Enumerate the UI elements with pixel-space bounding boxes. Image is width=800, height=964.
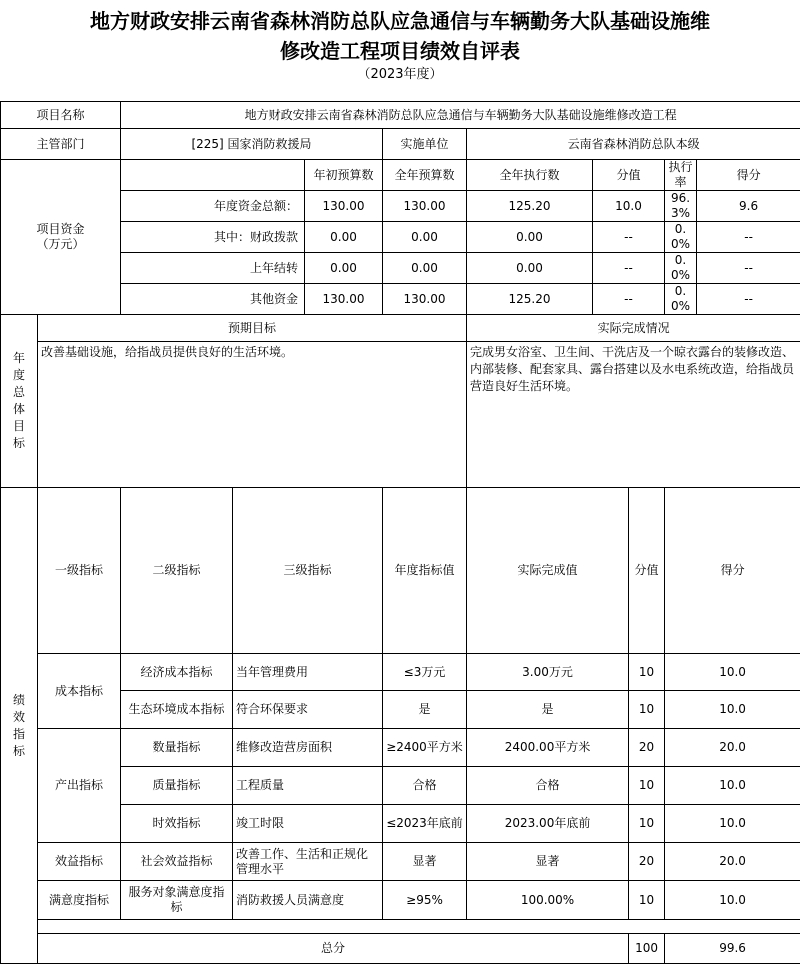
- funds-row-annual: 130.00: [383, 191, 467, 222]
- funds-label: 项目资金 （万元）: [1, 160, 121, 315]
- expected-goal-header: 预期目标: [38, 315, 467, 342]
- indicator-row: [1, 881, 800, 920]
- funds-row-rate: 96.3%: [665, 191, 697, 222]
- funds-row-rate: 0.0%: [665, 284, 697, 315]
- actual-cell: 是: [467, 691, 629, 729]
- score-cell: 10.0: [665, 691, 800, 729]
- target-cell: ≥2400平方米: [383, 729, 467, 767]
- value-cell: 10: [629, 881, 665, 920]
- title-line-2: 修改造工程项目绩效自评表: [0, 36, 800, 66]
- funds-row-score-value: --: [593, 222, 665, 253]
- level2-cell: 数量指标: [121, 729, 233, 767]
- funds-row-score: --: [697, 253, 800, 284]
- value-cell: 20: [629, 843, 665, 881]
- target-cell: 是: [383, 691, 467, 729]
- funds-row-score: --: [697, 222, 800, 253]
- actual-completion-header: 实际完成情况: [467, 315, 800, 342]
- score-cell: 10.0: [665, 654, 800, 691]
- target-cell: ≤3万元: [383, 654, 467, 691]
- header-score: 得分: [665, 488, 800, 654]
- funds-row-executed: 125.20: [467, 284, 593, 315]
- funds-row-initial: 130.00: [305, 191, 383, 222]
- funds-row-name: 其中：财政拨款: [121, 222, 305, 253]
- level3-cell: 当年管理费用: [233, 654, 383, 691]
- actual-cell: 2400.00平方米: [467, 729, 629, 767]
- indicator-row: [1, 691, 800, 729]
- level2-cell: 服务对象满意度指标: [121, 881, 233, 920]
- funds-row-initial: 130.00: [305, 284, 383, 315]
- funds-row-rate: 0.0%: [665, 253, 697, 284]
- header-value: 分值: [629, 488, 665, 654]
- level3-cell: 维修改造营房面积: [233, 729, 383, 767]
- level1-cost: 成本指标: [38, 654, 121, 729]
- level2-cell: 经济成本指标: [121, 654, 233, 691]
- project-name-row: [1, 102, 800, 129]
- header-actual: 实际完成值: [467, 488, 629, 654]
- indicator-row: [1, 729, 800, 767]
- funds-row-score-value: --: [593, 284, 665, 315]
- goals-content-row: [1, 342, 800, 488]
- department-label: 主管部门: [1, 129, 121, 160]
- funds-row-annual: 130.00: [383, 284, 467, 315]
- level3-cell: 符合环保要求: [233, 691, 383, 729]
- funds-header-executed: 全年执行数: [467, 160, 593, 191]
- funds-row-executed: 0.00: [467, 222, 593, 253]
- funds-row-annual: 0.00: [383, 222, 467, 253]
- goals-header-row: [1, 315, 800, 342]
- funds-row: [1, 191, 800, 222]
- spacer-cell: [38, 920, 800, 934]
- indicator-row: [1, 767, 800, 805]
- funds-row-initial: 0.00: [305, 253, 383, 284]
- actual-cell: 3.00万元: [467, 654, 629, 691]
- value-cell: 10: [629, 767, 665, 805]
- level2-cell: 社会效益指标: [121, 843, 233, 881]
- funds-header-initial: 年初预算数: [305, 160, 383, 191]
- score-cell: 10.0: [665, 767, 800, 805]
- total-row: [1, 934, 800, 964]
- funds-row-initial: 0.00: [305, 222, 383, 253]
- department-row: [1, 129, 800, 160]
- level2-cell: 时效指标: [121, 805, 233, 843]
- level1-satisfaction: 满意度指标: [38, 881, 121, 920]
- evaluation-table: [0, 101, 800, 964]
- funds-row-annual: 0.00: [383, 253, 467, 284]
- expected-goal-text: 改善基础设施，给指战员提供良好的生活环境。: [38, 342, 467, 488]
- target-cell: 显著: [383, 843, 467, 881]
- header-level3: 三级指标: [233, 488, 383, 654]
- indicator-row: [1, 843, 800, 881]
- level1-benefit: 效益指标: [38, 843, 121, 881]
- header-level1: 一级指标: [38, 488, 121, 654]
- value-cell: 20: [629, 729, 665, 767]
- value-cell: 10: [629, 654, 665, 691]
- funds-row: [1, 284, 800, 315]
- level3-cell: 工程质量: [233, 767, 383, 805]
- funds-header-score-value: 分值: [593, 160, 665, 191]
- funds-row: [1, 222, 800, 253]
- target-cell: ≤2023年底前: [383, 805, 467, 843]
- performance-header-row: [1, 488, 800, 654]
- actual-cell: 2023.00年底前: [467, 805, 629, 843]
- level2-cell: 生态环境成本指标: [121, 691, 233, 729]
- funds-header-blank: [121, 160, 305, 191]
- funds-row-name: 年度资金总额：: [121, 191, 305, 222]
- performance-spacer-row: [1, 920, 800, 934]
- score-cell: 20.0: [665, 729, 800, 767]
- project-name-label: 项目名称: [1, 102, 121, 129]
- level3-cell: 竣工时限: [233, 805, 383, 843]
- funds-header-score: 得分: [697, 160, 800, 191]
- funds-header-annual: 全年预算数: [383, 160, 467, 191]
- page-title: [0, 6, 800, 66]
- funds-row-score: --: [697, 284, 800, 315]
- page-subtitle: （2023年度）: [0, 66, 800, 84]
- funds-row-executed: 0.00: [467, 253, 593, 284]
- title-line-1: 地方财政安排云南省森林消防总队应急通信与车辆勤务大队基础设施维: [0, 6, 800, 36]
- indicator-row: [1, 805, 800, 843]
- funds-header-rate: 执行率: [665, 160, 697, 191]
- level2-cell: 质量指标: [121, 767, 233, 805]
- header-target: 年度指标值: [383, 488, 467, 654]
- score-cell: 10.0: [665, 805, 800, 843]
- value-cell: 10: [629, 805, 665, 843]
- level3-cell: 消防救援人员满意度: [233, 881, 383, 920]
- implementing-unit-label: 实施单位: [383, 129, 467, 160]
- funds-row-score: 9.6: [697, 191, 800, 222]
- level1-output: 产出指标: [38, 729, 121, 843]
- funds-row-rate: 0.0%: [665, 222, 697, 253]
- actual-completion-text: 完成男女浴室、卫生间、干洗店及一个晾衣露台的装修改造、内部装修、配套家具、露台搭建以及水电系统改造，给指战员营造良好生活环境。: [467, 342, 800, 488]
- indicator-row: [1, 654, 800, 691]
- funds-row-score-value: 10.0: [593, 191, 665, 222]
- score-cell: 10.0: [665, 881, 800, 920]
- target-cell: ≥95%: [383, 881, 467, 920]
- total-value: 100: [629, 934, 665, 964]
- target-cell: 合格: [383, 767, 467, 805]
- actual-cell: 合格: [467, 767, 629, 805]
- funds-row-name: 上年结转: [121, 253, 305, 284]
- total-score: 99.6: [665, 934, 800, 964]
- value-cell: 10: [629, 691, 665, 729]
- performance-label: 绩效指标: [1, 488, 38, 964]
- total-label: 总分: [38, 934, 629, 964]
- funds-header-row: [1, 160, 800, 191]
- goals-label: 年度总体目标: [1, 315, 38, 488]
- score-cell: 20.0: [665, 843, 800, 881]
- level3-cell: 改善工作、生活和正规化管理水平: [233, 843, 383, 881]
- actual-cell: 100.00%: [467, 881, 629, 920]
- funds-row-name: 其他资金: [121, 284, 305, 315]
- actual-cell: 显著: [467, 843, 629, 881]
- funds-row-score-value: --: [593, 253, 665, 284]
- department-value: [225] 国家消防救援局: [121, 129, 383, 160]
- implementing-unit-value: 云南省森林消防总队本级: [467, 129, 800, 160]
- header-level2: 二级指标: [121, 488, 233, 654]
- funds-row-executed: 125.20: [467, 191, 593, 222]
- funds-row: [1, 253, 800, 284]
- project-name-value: 地方财政安排云南省森林消防总队应急通信与车辆勤务大队基础设施维修改造工程: [121, 102, 800, 129]
